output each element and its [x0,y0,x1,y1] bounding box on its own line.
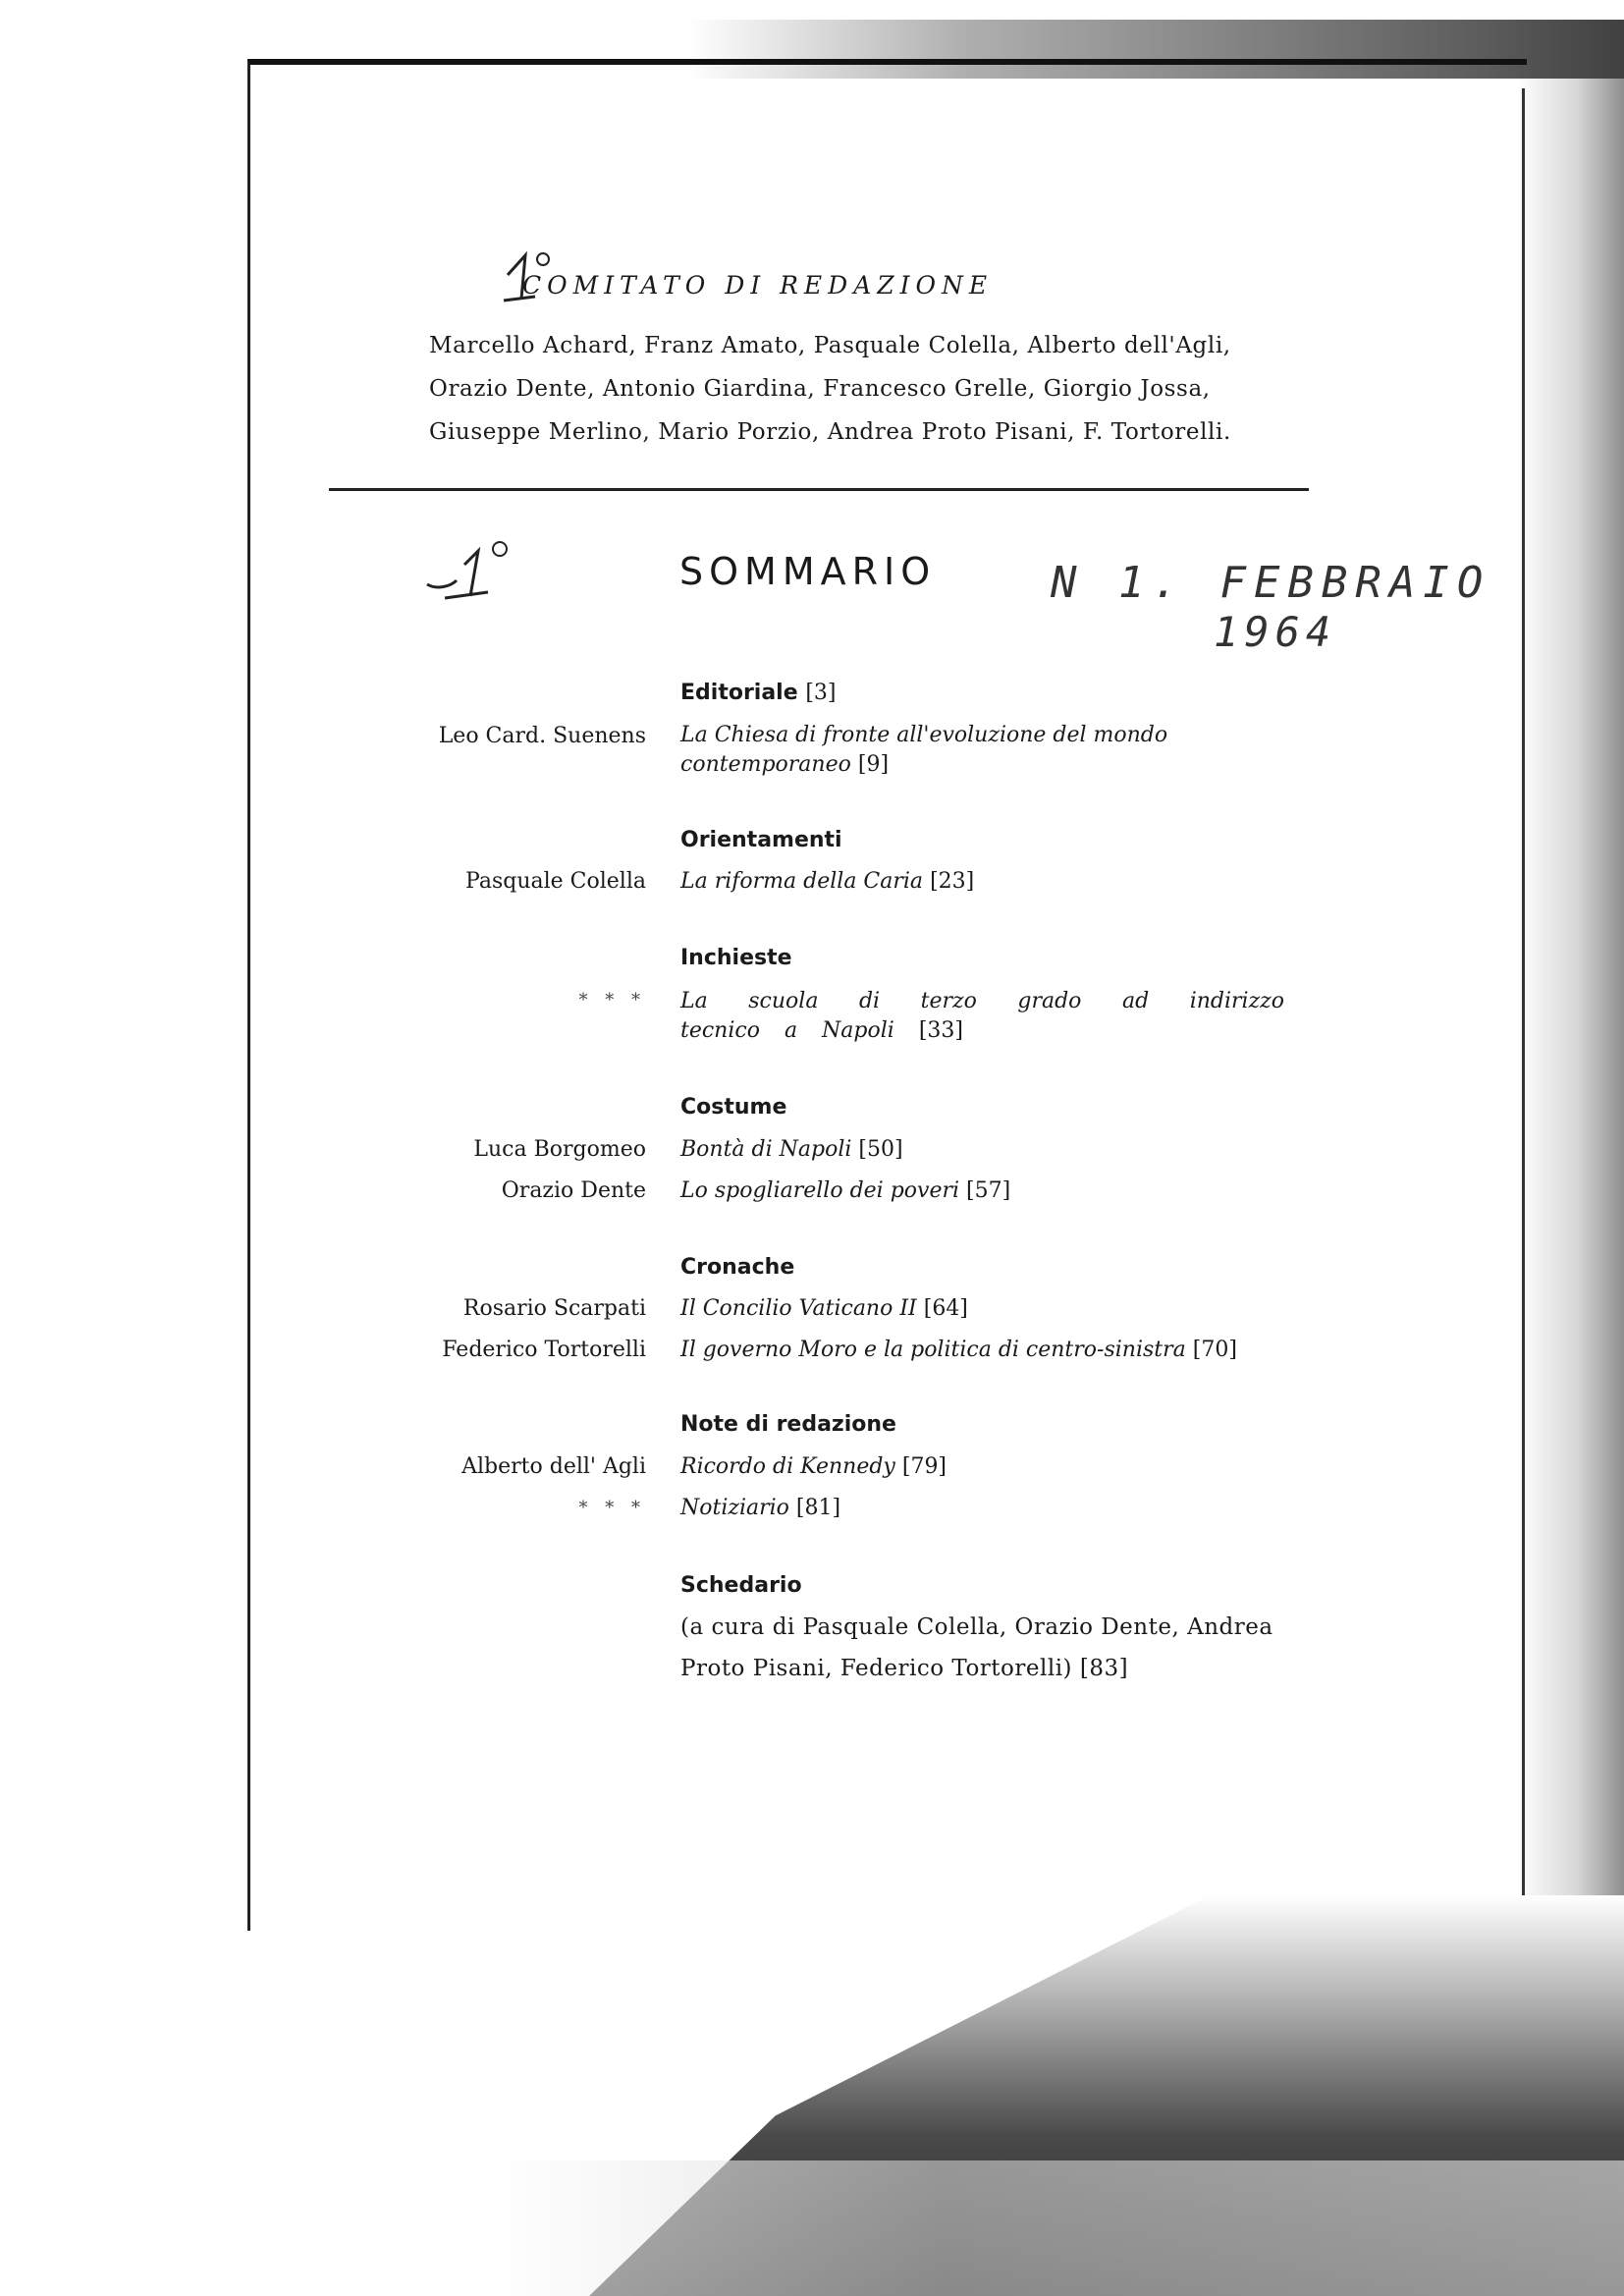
comitato-title: COMITATO DI REDAZIONE [522,271,994,300]
entry-author: Rosario Scarpati [462,1296,646,1321]
members-line: Orazio Dente, Antonio Giardina, Francesco Grelle, Giorgio Jossa, [429,376,1211,402]
scan-shadow-right [1517,79,1624,1944]
entry-title: Bontà di Napoli [50] [680,1137,903,1162]
entry-title: La Chiesa di fronte all'evoluzione del mondo contemporaneo [9] [680,723,1168,777]
entry-title: Ricordo di Kennedy [79] [680,1454,947,1479]
section-heading-schedario: Schedario [680,1573,802,1598]
members-line: Marcello Achard, Franz Amato, Pasquale Colella, Alberto dell'Agli, [429,333,1231,358]
comitato-members [429,324,1234,454]
entry-title: La riforma della Caria [23] [680,869,975,894]
entry-author: Federico Tortorelli [442,1338,646,1362]
entry-title: Il governo Moro e la politica di centro-sinistra [70] [680,1338,1237,1362]
entry-author: Alberto dell' Agli [461,1454,646,1479]
issue-note-line1: N 1. FEBBRAIO [1051,558,1491,608]
issue-note-line2: 1964 [1214,608,1337,656]
entry-title: La scuola di terzo grado ad indirizzo tecnico a Napoli [33] [680,989,1284,1043]
entry-title: Notiziario [81] [680,1496,841,1520]
section-heading-costume: Costume [680,1095,787,1120]
entry-author-anonymous: * * * [578,1498,646,1518]
entry-author: Luca Borgomeo [473,1137,646,1162]
section-heading-cronache: Cronache [680,1255,795,1280]
section-heading-editoriale: Editoriale [3] [680,681,837,705]
section-heading-note-di-redazione: Note di redazione [680,1412,896,1437]
entry-title: Il Concilio Vaticano II [64] [680,1296,968,1321]
members-line: Giuseppe Merlino, Mario Porzio, Andrea Proto Pisani, F. Tortorelli. [429,419,1231,445]
entry-title: Lo spogliarello dei poveri [57] [680,1178,1011,1203]
entry-author: Leo Card. Suenens [438,724,646,748]
entry-author-anonymous: * * * [578,990,646,1011]
entry-author: Orazio Dente [501,1178,646,1203]
section-heading-inchieste: Inchieste [680,946,792,970]
sommario-title: SOMMARIO [679,550,937,593]
scan-shadow-bottom-fade [491,2160,1624,2296]
entry-author: Pasquale Colella [465,869,646,894]
entry-text: (a cura di Pasquale Colella, Orazio Dente, Andrea Proto Pisani, Federico Tortorelli) [83] [680,1614,1273,1681]
section-heading-orientamenti: Orientamenti [680,828,842,852]
handwritten-issue-note [1051,558,1490,656]
divider-rule [329,488,1309,491]
handwritten-mark-sommario [417,535,525,604]
